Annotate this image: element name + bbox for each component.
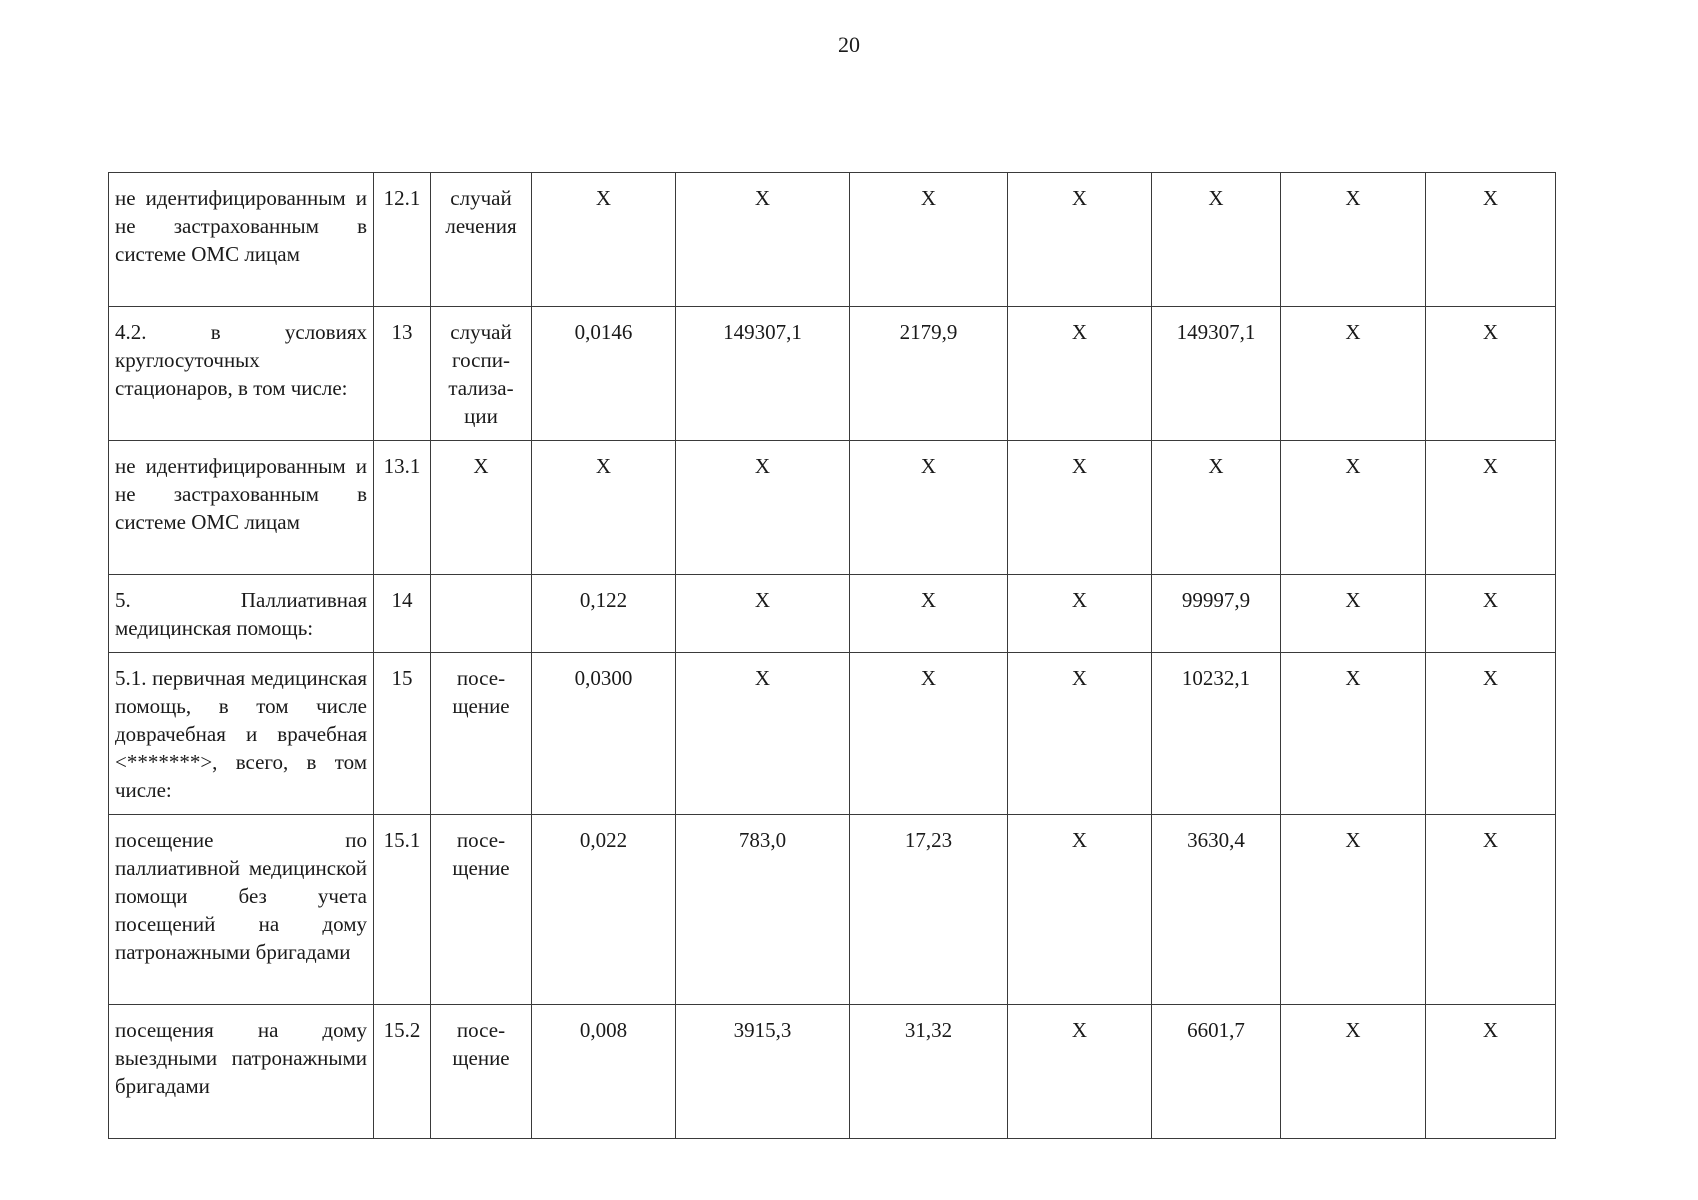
unit-cell: посе- щение	[431, 1005, 532, 1139]
value-cell: Х	[850, 173, 1008, 307]
table-row	[109, 307, 1556, 441]
value-cell: 0,0300	[532, 653, 676, 815]
value-cell: Х	[1008, 173, 1152, 307]
value-cell: Х	[676, 653, 850, 815]
value-cell: 3630,4	[1152, 815, 1281, 1005]
value-cell: 0,122	[532, 575, 676, 653]
value-cell: 149307,1	[676, 307, 850, 441]
table-body	[109, 173, 1556, 1139]
value-cell: 0,008	[532, 1005, 676, 1139]
table-row	[109, 815, 1556, 1005]
unit-cell	[431, 575, 532, 653]
unit-cell: посе- щение	[431, 653, 532, 815]
row-description: не идентифицированным и не застрахованным в системе ОМС лицам	[109, 173, 374, 307]
value-cell: Х	[1281, 307, 1426, 441]
value-cell: Х	[1152, 173, 1281, 307]
value-cell: Х	[850, 575, 1008, 653]
value-cell: 0,022	[532, 815, 676, 1005]
value-cell: Х	[1281, 815, 1426, 1005]
value-cell: Х	[850, 441, 1008, 575]
table-row	[109, 653, 1556, 815]
row-number: 15.2	[374, 1005, 431, 1139]
table-row	[109, 1005, 1556, 1139]
value-cell: Х	[1008, 575, 1152, 653]
value-cell: Х	[1008, 441, 1152, 575]
value-cell: Х	[532, 173, 676, 307]
value-cell: 31,32	[850, 1005, 1008, 1139]
row-number: 14	[374, 575, 431, 653]
page-number: 20	[838, 32, 860, 57]
value-cell: 10232,1	[1152, 653, 1281, 815]
value-cell: 99997,9	[1152, 575, 1281, 653]
row-description: 5.1. первичная медицинская помощь, в том числе доврачебная и врачебная <*******>, всего, в том числе:	[109, 653, 374, 815]
value-cell: 6601,7	[1152, 1005, 1281, 1139]
value-cell: 3915,3	[676, 1005, 850, 1139]
row-number: 15.1	[374, 815, 431, 1005]
value-cell: Х	[1281, 575, 1426, 653]
table-row	[109, 173, 1556, 307]
value-cell: Х	[1281, 1005, 1426, 1139]
value-cell: Х	[676, 173, 850, 307]
value-cell: 783,0	[676, 815, 850, 1005]
table-row	[109, 441, 1556, 575]
row-description: 4.2. в условиях круглосуточных стационаров, в том числе:	[109, 307, 374, 441]
value-cell: 0,0146	[532, 307, 676, 441]
unit-cell: случай госпи- тализа- ции	[431, 307, 532, 441]
unit-cell: случай лечения	[431, 173, 532, 307]
value-cell: Х	[1426, 815, 1556, 1005]
value-cell: 2179,9	[850, 307, 1008, 441]
row-number: 12.1	[374, 173, 431, 307]
value-cell: Х	[1426, 307, 1556, 441]
row-number: 13.1	[374, 441, 431, 575]
unit-cell: Х	[431, 441, 532, 575]
row-description: не идентифицированным и не застрахованным в системе ОМС лицам	[109, 441, 374, 575]
value-cell: Х	[1426, 173, 1556, 307]
row-description: 5. Паллиативная медицинская помощь:	[109, 575, 374, 653]
value-cell: Х	[1426, 441, 1556, 575]
row-description: посещения на дому выездными патронажными бригадами	[109, 1005, 374, 1139]
value-cell: Х	[1426, 1005, 1556, 1139]
value-cell: Х	[676, 441, 850, 575]
value-cell: Х	[1008, 1005, 1152, 1139]
value-cell: Х	[1152, 441, 1281, 575]
value-cell: Х	[1426, 653, 1556, 815]
value-cell: Х	[1281, 173, 1426, 307]
data-table	[108, 172, 1556, 1139]
row-number: 13	[374, 307, 431, 441]
value-cell: Х	[1281, 441, 1426, 575]
value-cell: Х	[532, 441, 676, 575]
row-number: 15	[374, 653, 431, 815]
value-cell: Х	[1008, 307, 1152, 441]
unit-cell: посе- щение	[431, 815, 532, 1005]
value-cell: Х	[1426, 575, 1556, 653]
value-cell: 149307,1	[1152, 307, 1281, 441]
row-description: посещение по паллиативной медицинской помощи без учета посещений на дому патронажными бригадами	[109, 815, 374, 1005]
value-cell: Х	[1281, 653, 1426, 815]
value-cell: 17,23	[850, 815, 1008, 1005]
value-cell: Х	[1008, 653, 1152, 815]
value-cell: Х	[676, 575, 850, 653]
table-row	[109, 575, 1556, 653]
value-cell: Х	[1008, 815, 1152, 1005]
value-cell: Х	[850, 653, 1008, 815]
